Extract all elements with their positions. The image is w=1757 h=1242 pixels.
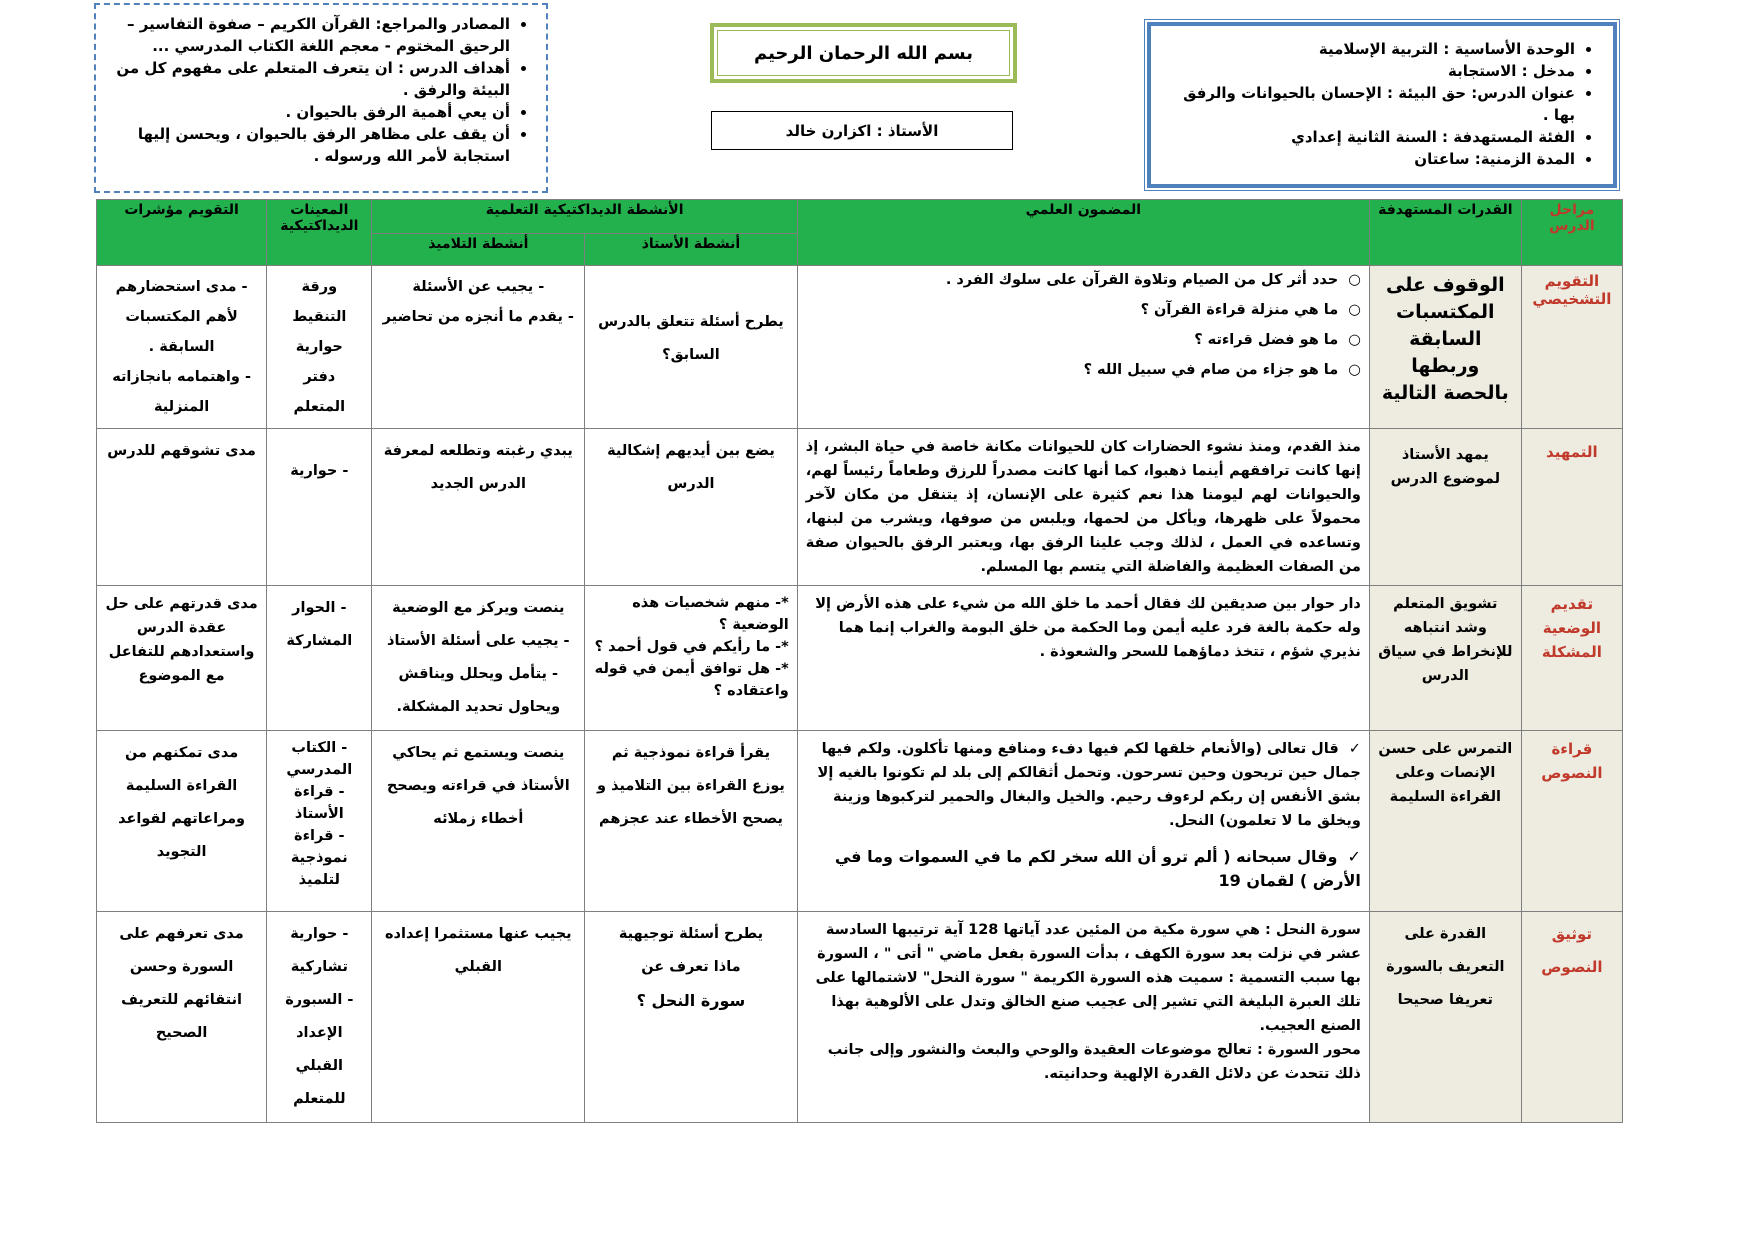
stage-cell: التقويم التشخيصي — [1521, 266, 1622, 429]
info-unit: • الوحدة الأساسية : التربية الإسلامية — [1171, 38, 1575, 60]
basmala-title: بسم الله الرحمان الرحيم — [717, 30, 1010, 76]
resources-cell: - حوارية — [267, 429, 372, 586]
header-capacities: القدرات المستهدفة — [1369, 200, 1521, 266]
header-content: المضمون العلمي — [797, 200, 1369, 266]
stage-cell: تقديم الوضعية المشكلة — [1521, 586, 1622, 731]
resource-item: - الحوار — [292, 600, 347, 616]
teacher-activity-cell — [585, 912, 798, 1123]
student-activity-cell: يبدي رغبته وتطلعه لمعرفة الدرس الجديد — [372, 429, 585, 586]
content-cell — [797, 912, 1369, 1123]
lesson-plan-table — [96, 199, 1623, 1123]
objective-item: • أن يقف على مظاهر الرفق بالحيوان ، ويحسن إليها استجابة لأمر الله ورسوله . — [116, 123, 510, 167]
content-question: ○ ما هو جزاء من صام في سبيل الله ؟ — [806, 362, 1361, 378]
student-activity: - يجيب على أسئلة الأستاذ — [387, 633, 570, 649]
objective-item: • أن يعي أهمية الرفق بالحيوان . — [116, 101, 510, 123]
student-activity: ينصت ويركز مع الوضعية — [392, 600, 565, 616]
teacher-activity-cell — [585, 586, 798, 731]
header-teacher-activities: أنشطة الأستاذ — [585, 234, 798, 266]
evaluation-cell: مدى قدرتهم على حل عقدة الدرس واستعدادهم للتفاعل مع الموضوع — [97, 586, 267, 731]
content-cell: دار حوار بين صديقين لك فقال أحمد ما خلق الله من شيء على هذه الأرض إلا وله حكمة بالغة فرد عليه أيمن وما الحكمة من خلق البومة والغراب إنما هما نذيري شؤم ، تتخذ دماؤهما للسحر والشعوذة . — [797, 586, 1369, 731]
capacity-cell: تشويق المتعلم وشد انتباهه للإنخراط في سياق الدرس — [1369, 586, 1521, 731]
resource-item: - السبورة — [285, 992, 354, 1008]
stage-cell: التمهيد — [1521, 429, 1622, 586]
content-cell: منذ القدم، ومنذ نشوء الحضارات كان للحيوانات مكانة خاصة في حياة البشر، إذ إنها كانت ترافقهم أينما ذهبوا، كما أنها كانت مصدراً للرزق وطعاماً رئيساً لهم، والحيوانات لهم ليومنا هذا نعم كثيرة على الإنسان، إذ يتنقل من مكان لآخر محمولاً على ظهرها، ويأكل من لحمها، ويلبس من صوفها، ويشرب من لبنها، وتساعده في العمل ، لذلك وجب علينا الرفق بها، ويعتبر الرفق بالحيوان صفة من الصفات العظيمة والفاضلة التي يتسم بها المسلم. — [797, 429, 1369, 586]
table-row — [97, 912, 1623, 1123]
resource-item: ورقة التنقيط — [292, 279, 347, 325]
teacher-activity: سورة النحل ؟ — [636, 991, 746, 1010]
stage-cell: توثيق النصوص — [1521, 912, 1622, 1123]
teacher-name: الأستاذ : اكزارن خالد — [711, 111, 1013, 150]
table-row — [97, 266, 1623, 429]
resource-item: دفتر المتعلم — [293, 369, 346, 415]
resource-item: حوارية — [295, 339, 343, 355]
evaluation-cell — [97, 266, 267, 429]
content-cell — [797, 266, 1369, 429]
teacher-question: *- منهم شخصيات هذه الوضعية ؟ — [632, 595, 789, 633]
header-student-activities: أنشطة التلاميذ — [372, 234, 585, 266]
surah-axis: محور السورة : تعالج موضوعات العقيدة والوحي والبعث والنشور وإلى جانب ذلك تتحدث عن دلائل القدرة الإلهية وحدانيته. — [827, 1042, 1361, 1082]
table-row — [97, 429, 1623, 586]
info-lesson-title: • عنوان الدرس: حق البيئة : الإحسان بالحيوانات والرفق بها . — [1171, 82, 1575, 126]
evaluation-cell: مدى تعرفهم على السورة وحسن انتقائهم للتعريف الصحيح — [97, 912, 267, 1123]
content-cell — [797, 731, 1369, 912]
capacity-cell: التمرس على حسن الإنصات وعلى القراءة السليمة — [1369, 731, 1521, 912]
resources-cell — [267, 586, 372, 731]
content-question: ○ ما هي منزلة قراءة القرآن ؟ — [806, 302, 1361, 318]
resources-cell — [267, 731, 372, 912]
capacity-cell: الوقوف على المكتسبات السابقة وربطها بالحصة التالية — [1369, 266, 1521, 429]
student-activity: - يجيب عن الأسئلة — [412, 279, 545, 295]
resource-item: - قراءة الأستاذ — [294, 784, 345, 822]
stage-cell: قراءة النصوص — [1521, 731, 1622, 912]
teacher-activity: يطرح أسئلة توجيهية — [618, 926, 764, 942]
student-activity-cell: ينصت ويستمع ثم يحاكي الأستاذ في قراءته ويصحح أخطاء زملائه — [372, 731, 585, 912]
teacher-question: *- هل توافق أيمن في قوله واعتقاده ؟ — [594, 661, 789, 699]
content-question: ○ ما هو فضل قراءته ؟ — [806, 332, 1361, 348]
resource-item: - قراءة نموذجية لتلميذ — [290, 828, 348, 888]
teacher-activity-cell: يقرأ قراءة نموذجية ثم يوزع القراءة بين التلاميذ و يصحح الأخطاء عند عجزهم — [585, 731, 798, 912]
objective-item: • أهداف الدرس : ان يتعرف المتعلم على مفهوم كل من البيئة والرفق . — [116, 57, 510, 101]
sources-item: • المصادر والمراجع: القرآن الكريم – صفوة التفاسير – الرحيق المختوم - معجم اللغة الكتاب المدرسي ... — [116, 13, 510, 57]
table-row — [97, 731, 1623, 912]
table-row — [97, 586, 1623, 731]
evaluation-cell: مدى تمكنهم من القراءة السليمة ومراعاتهم لقواعد التجويد — [97, 731, 267, 912]
content-question: ○ حدد أثر كل من الصيام وتلاوة القرآن على سلوك الفرد . — [806, 272, 1361, 288]
header-evaluation: التقويم مؤشرات — [97, 200, 267, 266]
header-stages: مراحل الدرس — [1521, 200, 1622, 266]
info-entry: • مدخل : الاستجابة — [1171, 60, 1575, 82]
student-activity-cell — [372, 266, 585, 429]
teacher-question: *- ما رأيكم في قول أحمد ؟ — [594, 639, 789, 655]
teacher-activity-cell: يطرح أسئلة تتعلق بالدرس السابق؟ — [585, 266, 798, 429]
student-activity: - يتأمل ويحلل ويناقش ويحاول تحديد المشكلة. — [396, 666, 561, 715]
info-duration: • المدة الزمنية: ساعتان — [1171, 148, 1575, 170]
resource-item: - الكتاب المدرسي — [286, 740, 353, 778]
quran-verse: ✓ قال تعالى (والأنعام خلقها لكم فيها دفء ومنافع ومنها تأكلون. ولكم فيها جمال حين تريحون وحين تسرحون. وتحمل أثقالكم إلى بلد لم تكونوا بالغيه إلا بشق الأنفس إن ربكم لرءوف رحيم. والخيل والبغال والحمير لتركبوها وزينة ويخلق ما لا تعلمون) النحل. — [806, 737, 1361, 833]
quran-verse: ✓ وقال سبحانه ( ألم ترو أن الله سخر لكم ما في السموات وما في الأرض ) لقمان 19 — [806, 845, 1361, 893]
surah-description: سورة النحل : هي سورة مكية من المئين عدد آياتها 128 آية ترتيبها السادسة عشر في نزلت بعد سورة الكهف ، بدأت السورة بفعل ماضي " أتى " ، السورة بها سبب التسمية : سميت هذه السورة الكريمة " سورة النحل" لاشتمالها على تلك العبرة البليغة التي تشير إلى عجيب صنع الخالق وتدل على الألوهية بهذا الصنع العجيب. — [815, 922, 1361, 1034]
capacity-cell: القدرة على التعريف بالسورة تعريفا صحيحا — [1369, 912, 1521, 1123]
student-activity-cell: يجيب عنها مستثمرا إعداده القبلي — [372, 912, 585, 1123]
resource-item: المشاركة — [286, 633, 353, 649]
capacity-cell: يمهد الأستاذ لموضوع الدرس — [1369, 429, 1521, 586]
resources-cell — [267, 266, 372, 429]
teacher-activity-cell: يضع بين أيديهم إشكالية الدرس — [585, 429, 798, 586]
resource-item: - حوارية تشاركية — [290, 926, 349, 975]
evaluation-cell: مدى تشوقهم للدرس — [97, 429, 267, 586]
basmala-frame — [710, 23, 1017, 83]
resource-item: الإعداد القبلي للمتعلم — [293, 1025, 346, 1107]
evaluation-item: - مدى استحضارهم لأهم المكتسبات السابقة . — [115, 279, 248, 355]
header-activities: الأنشطة الديداكتيكية التعلمية — [372, 200, 797, 234]
resources-cell — [267, 912, 372, 1123]
lesson-info-box — [1147, 22, 1617, 188]
evaluation-item: - واهتمامه بانجازاته المنزلية — [112, 369, 251, 415]
sources-objectives-box — [94, 3, 548, 193]
info-target-group: • الفئة المستهدفة : السنة الثانية إعدادي — [1171, 126, 1575, 148]
header-resources: المعينات الديداكتيكية — [267, 200, 372, 266]
student-activity-cell — [372, 586, 585, 731]
teacher-activity: ماذا تعرف عن — [641, 959, 741, 975]
student-activity: - يقدم ما أنجزه من تحاضير — [382, 309, 574, 325]
